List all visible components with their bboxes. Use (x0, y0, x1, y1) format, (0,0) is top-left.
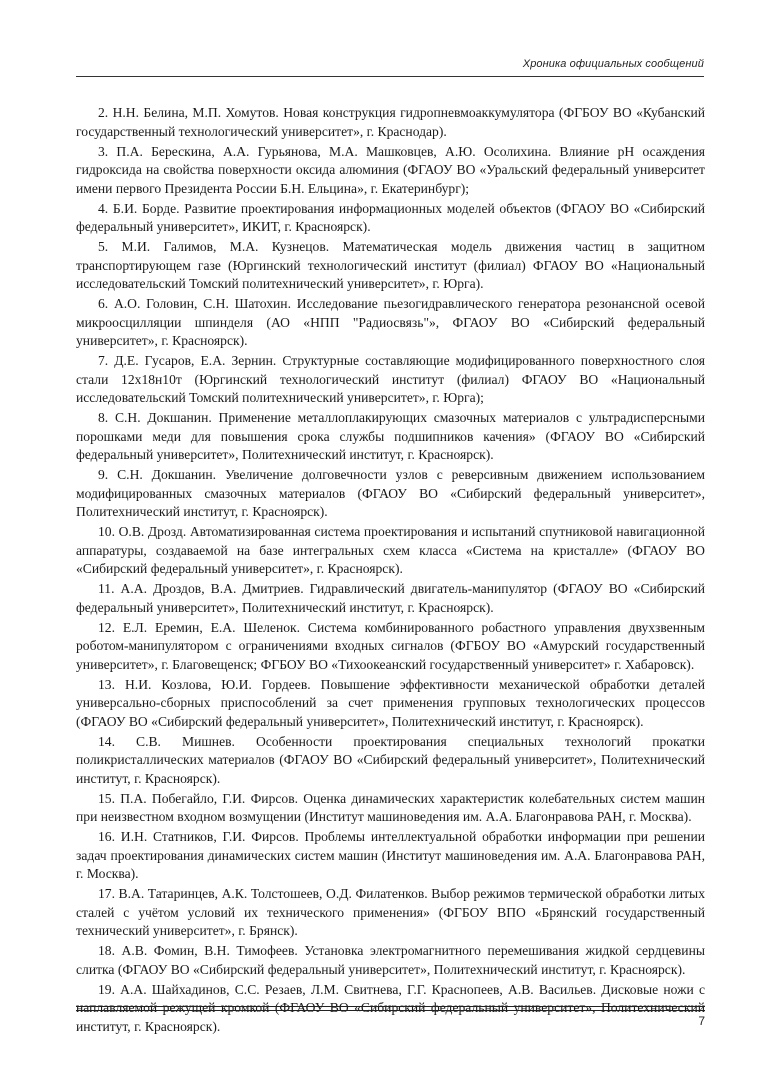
list-item: 17. В.А. Татаринцев, А.К. Толстошеев, О.Д. Филатенков. Выбор режимов термической обработки литых сталей с учётом условий их технического применения» (ФГБОУ ВПО «Брянский государственный технический университет», г. Брянск). (76, 886, 705, 938)
list-item: 6. А.О. Головин, С.Н. Шатохин. Исследование пьезогидравлического генератора резонансной осевой микроосцилляции шпинделя (АО «НПП "Радиосвязь"», ФГАОУ ВО «Сибирский федеральный университет», г. Красноярск). (76, 296, 705, 348)
list-item: 16. И.Н. Статников, Г.И. Фирсов. Проблемы интеллектуальной обработки информации при решении задач проектирования динамических систем машин (Институт машиноведения им. А.А. Благонравова РАН, г. Москва). (76, 829, 705, 881)
list-item: 9. С.Н. Докшанин. Увеличение долговечности узлов с реверсивным движением использованием модифицированных смазочных материалов (ФГАОУ ВО «Сибирский федеральный университет», Политехнический институт, г. Красноярск). (76, 467, 705, 519)
entries-list (76, 104, 705, 1038)
list-item: 14. С.В. Мишнев. Особенности проектирования специальных технологий прокатки поликристаллических материалов (ФГАОУ ВО «Сибирский федеральный университет», Политехнический институт, г. Красноярск). (76, 733, 705, 786)
list-item: 2. Н.Н. Белина, М.П. Хомутов. Новая конструкция гидропневмоаккумулятора (ФГБОУ ВО «Кубанский государственный технологический университет», г. Краснодар). (76, 105, 705, 139)
list-item: 5. М.И. Галимов, М.А. Кузнецов. Математическая модель движения частиц в защитном транспортирующем газе (Юргинский технологический институт (филиал) ФГАОУ ВО «Национальный исследовательский Томский политехнический университет», г. Юрга). (76, 239, 705, 291)
header-rule (76, 76, 704, 77)
list-item: 3. П.А. Берескина, А.А. Гурьянова, М.А. Машковцев, А.Ю. Осолихина. Влияние pH осаждения гидроксида на свойства поверхности оксида алюминия (ФГАОУ ВО «Уральский федеральный университет имени первого Президента России Б.Н. Ельцина», г. Екатеринбург); (76, 143, 705, 196)
footer-rule-bottom (76, 1010, 705, 1011)
footer-rule-top (76, 1006, 705, 1007)
list-item: 18. А.В. Фомин, В.Н. Тимофеев. Установка электромагнитного перемешивания жидкой сердцевины слитка (ФГАОУ ВО «Сибирский федеральный университет», Политехнический институт, г. Красноярск). (76, 943, 705, 977)
list-item: 19. А.А. Шайхадинов, С.С. Резаев, Л.М. Свитнева, Г.Г. Краснопеев, А.В. Васильев. Дисковые ножи с наплавляемой режущей кромкой (ФГАОУ ВО «Сибирский федеральный университет», Политехнический институт, г. Красноярск). (76, 981, 705, 1034)
page-number: 7 (698, 1014, 705, 1028)
list-item: 12. Е.Л. Еремин, Е.А. Шеленок. Система комбинированного робастного управления двухзвенным роботом-манипулятором с ограничениями входных сигналов (ФГБОУ ВО «Амурский государственный университет», г. Благовещенск; ФГБОУ ВО «Тихоокеанский государственный университет» г. Хабаровск). (76, 619, 705, 672)
list-item: 8. С.Н. Докшанин. Применение металлоплакирующих смазочных материалов с ультрадисперсными порошками меди для повышения срока службы подшипников качения» (ФГАОУ ВО «Сибирский федеральный университет», Политехнический институт, г. Красноярск). (76, 410, 705, 462)
list-item: 10. О.В. Дрозд. Автоматизированная система проектирования и испытаний спутниковой навигационной аппаратуры, создаваемой на базе интегральных схем класса «Система на кристалле» (ФГАОУ ВО «Сибирский федеральный университет», г. Красноярск). (76, 524, 705, 576)
running-head: Хроника официальных сообщений (522, 58, 704, 70)
list-item: 15. П.А. Побегайло, Г.И. Фирсов. Оценка динамических характеристик колебательных систем машин при неизвестном входном возмущении (Институт машиноведения им. А.А. Благонравова РАН, г. Москва). (76, 790, 705, 824)
list-item: 7. Д.Е. Гусаров, Е.А. Зернин. Структурные составляющие модифицированного поверхностного слоя стали 12х18н10т (Юргинский технологический институт (филиал) ФГАОУ ВО «Национальный исследовательский Томский политехнический университет», г. Юрга); (76, 353, 705, 405)
list-item: 11. А.А. Дроздов, В.А. Дмитриев. Гидравлический двигатель-манипулятор (ФГАОУ ВО «Сибирский федеральный университет», Политехнический институт, г. Красноярск). (76, 581, 705, 615)
list-item: 13. Н.И. Козлова, Ю.И. Гордеев. Повышение эффективности механической обработки деталей универсально-сборных приспособлений за счет применения групповых технологических процессов (ФГАОУ ВО «Сибирский федеральный университет», Политехнический институт, г. Красноярск). (76, 676, 705, 729)
list-item: 4. Б.И. Борде. Развитие проектирования информационных моделей объектов (ФГАОУ ВО «Сибирский федеральный университет», ИКИТ, г. Красноярск). (76, 200, 705, 234)
